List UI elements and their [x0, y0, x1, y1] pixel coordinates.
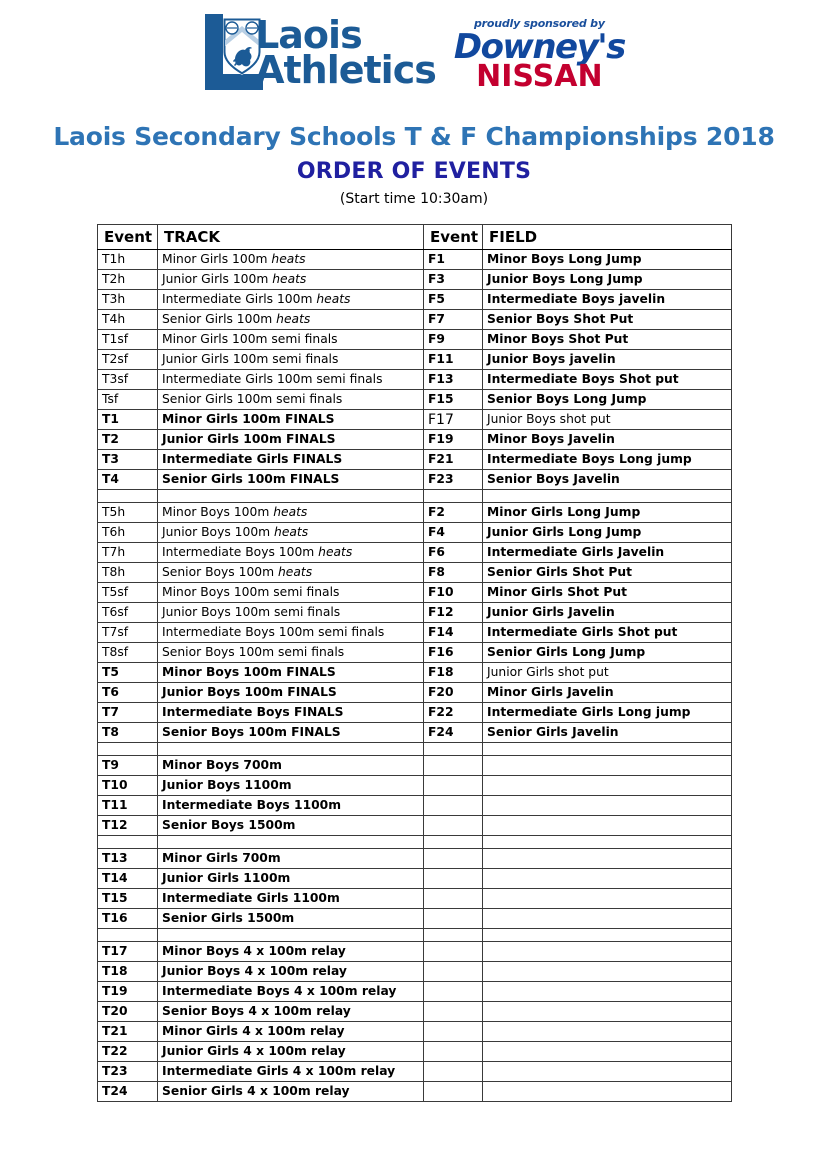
- field-event-name: Minor Boys Shot Put: [483, 330, 732, 350]
- track-event-name: Intermediate Boys 4 x 100m relay: [158, 982, 424, 1002]
- track-event-code: T5h: [98, 503, 158, 523]
- field-event-name: Senior Boys Shot Put: [483, 310, 732, 330]
- track-event-name: [158, 563, 424, 583]
- field-event-name: Senior Girls Shot Put: [483, 563, 732, 583]
- field-event-name: [483, 869, 732, 889]
- table-row: [98, 310, 732, 330]
- table-body: [98, 250, 732, 1102]
- field-event-name: Minor Boys Long Jump: [483, 250, 732, 270]
- track-event-code: T13: [98, 849, 158, 869]
- track-event-round-label: heats: [276, 312, 311, 327]
- table-row: [98, 330, 732, 350]
- track-event-code: T16: [98, 909, 158, 929]
- track-event-round-label: heats: [274, 525, 309, 540]
- track-event-code: T21: [98, 1022, 158, 1042]
- track-event-name: Junior Girls 100m semi finals: [158, 350, 424, 370]
- spacer-cell: [483, 929, 732, 942]
- field-event-code: F6: [424, 543, 483, 563]
- table-row: [98, 370, 732, 390]
- track-event-name-text: Minor Girls 100m: [162, 252, 272, 267]
- track-event-name: [158, 250, 424, 270]
- field-event-code: F5: [424, 290, 483, 310]
- field-event-name: [483, 776, 732, 796]
- spacer-cell: [98, 743, 158, 756]
- table-row: [98, 503, 732, 523]
- field-event-name: [483, 1062, 732, 1082]
- field-event-code: [424, 869, 483, 889]
- track-event-code: T14: [98, 869, 158, 889]
- field-event-code: F4: [424, 523, 483, 543]
- track-event-round-label: heats: [271, 252, 306, 267]
- track-event-code: T15: [98, 889, 158, 909]
- track-event-name: Minor Boys 100m FINALS: [158, 663, 424, 683]
- field-event-code: [424, 942, 483, 962]
- field-event-code: F11: [424, 350, 483, 370]
- track-event-name: Senior Girls 4 x 100m relay: [158, 1082, 424, 1102]
- field-event-name: Intermediate Boys Shot put: [483, 370, 732, 390]
- field-event-code: [424, 849, 483, 869]
- track-event-code: T23: [98, 1062, 158, 1082]
- field-event-name: Intermediate Boys javelin: [483, 290, 732, 310]
- track-event-name-text: Junior Boys 100m: [162, 525, 275, 540]
- spacer-cell: [483, 836, 732, 849]
- field-event-code: F13: [424, 370, 483, 390]
- field-event-name: Minor Girls Javelin: [483, 683, 732, 703]
- field-event-name: Senior Girls Long Jump: [483, 643, 732, 663]
- track-event-name: Senior Boys 4 x 100m relay: [158, 1002, 424, 1022]
- spacer-cell: [158, 490, 424, 503]
- spacer-cell: [98, 929, 158, 942]
- track-event-code: T20: [98, 1002, 158, 1022]
- table-row: [98, 410, 732, 430]
- spacer-cell: [158, 836, 424, 849]
- field-event-code: F19: [424, 430, 483, 450]
- track-event-name: Minor Girls 100m semi finals: [158, 330, 424, 350]
- table-row: [98, 563, 732, 583]
- track-event-code: T1sf: [98, 330, 158, 350]
- field-event-name: [483, 1002, 732, 1022]
- table-spacer-row: [98, 743, 732, 756]
- track-event-name: Minor Boys 100m semi finals: [158, 583, 424, 603]
- table-row: [98, 663, 732, 683]
- field-event-name: Senior Boys Javelin: [483, 470, 732, 490]
- table-row: [98, 523, 732, 543]
- track-event-name: Junior Girls 1100m: [158, 869, 424, 889]
- table-row: [98, 1042, 732, 1062]
- table-row: [98, 962, 732, 982]
- table-row: [98, 703, 732, 723]
- field-event-name: [483, 816, 732, 836]
- nissan-wordmark: NISSAN: [476, 59, 603, 95]
- spacer-cell: [424, 836, 483, 849]
- track-event-name-text: Senior Boys 100m: [162, 565, 278, 580]
- table-row: [98, 350, 732, 370]
- field-event-name: Junior Girls shot put: [483, 663, 732, 683]
- table-row: [98, 889, 732, 909]
- field-event-code: [424, 816, 483, 836]
- track-event-name: Senior Girls 1500m: [158, 909, 424, 929]
- table-row: [98, 450, 732, 470]
- track-event-name: Intermediate Boys FINALS: [158, 703, 424, 723]
- track-event-code: T1h: [98, 250, 158, 270]
- table-row: [98, 849, 732, 869]
- table-row: [98, 290, 732, 310]
- field-event-code: [424, 776, 483, 796]
- track-event-name: Intermediate Girls FINALS: [158, 450, 424, 470]
- column-header-track: TRACK: [158, 225, 424, 250]
- laois-athletics-wordmark: [255, 12, 436, 92]
- track-event-name-text: Intermediate Boys 100m: [162, 545, 319, 560]
- spacer-cell: [424, 490, 483, 503]
- track-event-name-text: Senior Girls 100m: [162, 312, 277, 327]
- track-event-code: T19: [98, 982, 158, 1002]
- track-event-name: Junior Boys 4 x 100m relay: [158, 962, 424, 982]
- table-spacer-row: [98, 836, 732, 849]
- track-event-code: T4h: [98, 310, 158, 330]
- track-event-round-label: heats: [272, 272, 307, 287]
- track-event-round-label: heats: [316, 292, 351, 307]
- field-event-name: Intermediate Girls Shot put: [483, 623, 732, 643]
- table-row: [98, 390, 732, 410]
- track-event-code: T10: [98, 776, 158, 796]
- field-event-code: F2: [424, 503, 483, 523]
- field-event-name: Minor Girls Long Jump: [483, 503, 732, 523]
- track-event-code: T12: [98, 816, 158, 836]
- laois-athletics-logo: [203, 12, 436, 92]
- field-event-code: F14: [424, 623, 483, 643]
- track-event-code: T5: [98, 663, 158, 683]
- field-event-code: F21: [424, 450, 483, 470]
- track-event-name: Minor Boys 4 x 100m relay: [158, 942, 424, 962]
- table-row: [98, 623, 732, 643]
- track-event-code: T5sf: [98, 583, 158, 603]
- track-event-name: Senior Boys 100m semi finals: [158, 643, 424, 663]
- table-spacer-row: [98, 490, 732, 503]
- field-event-code: F8: [424, 563, 483, 583]
- track-event-code: T3sf: [98, 370, 158, 390]
- table-row: [98, 796, 732, 816]
- field-event-code: F18: [424, 663, 483, 683]
- track-event-name: Junior Boys 1100m: [158, 776, 424, 796]
- field-event-name: Junior Girls Long Jump: [483, 523, 732, 543]
- track-event-name-text: Minor Boys 100m: [162, 505, 274, 520]
- field-event-code: F16: [424, 643, 483, 663]
- track-event-name: Junior Girls 100m FINALS: [158, 430, 424, 450]
- track-event-name: Intermediate Girls 4 x 100m relay: [158, 1062, 424, 1082]
- track-event-name: Senior Boys 1500m: [158, 816, 424, 836]
- track-event-code: T11: [98, 796, 158, 816]
- page-subtitle: ORDER OF EVENTS: [296, 159, 532, 184]
- field-event-code: F7: [424, 310, 483, 330]
- downeys-nissan-logo: [453, 17, 625, 95]
- table-row: [98, 250, 732, 270]
- table-row: [98, 1022, 732, 1042]
- track-event-code: T3h: [98, 290, 158, 310]
- column-header-field-event: Event: [424, 225, 483, 250]
- table-row: [98, 1062, 732, 1082]
- track-event-name: [158, 290, 424, 310]
- order-of-events-table-wrapper: [97, 224, 731, 1102]
- track-event-code: T2sf: [98, 350, 158, 370]
- track-event-code: T18: [98, 962, 158, 982]
- column-header-field: FIELD: [483, 225, 732, 250]
- track-event-name: [158, 523, 424, 543]
- track-event-code: T8h: [98, 563, 158, 583]
- track-event-name: Senior Girls 100m FINALS: [158, 470, 424, 490]
- field-event-name: Intermediate Boys Long jump: [483, 450, 732, 470]
- table-row: [98, 643, 732, 663]
- field-event-code: F1: [424, 250, 483, 270]
- field-event-code: F23: [424, 470, 483, 490]
- page-title: Laois Secondary Schools T & F Championships 2018: [53, 122, 775, 151]
- field-event-name: Senior Girls Javelin: [483, 723, 732, 743]
- track-event-code: T3: [98, 450, 158, 470]
- track-event-code: T7: [98, 703, 158, 723]
- field-event-name: [483, 849, 732, 869]
- track-event-code: T7h: [98, 543, 158, 563]
- track-event-name: [158, 270, 424, 290]
- field-event-name: [483, 982, 732, 1002]
- track-event-code: T2h: [98, 270, 158, 290]
- field-event-code: [424, 909, 483, 929]
- spacer-cell: [158, 929, 424, 942]
- table-row: [98, 909, 732, 929]
- track-event-code: Tsf: [98, 390, 158, 410]
- track-event-code: T22: [98, 1042, 158, 1062]
- table-row: [98, 683, 732, 703]
- spacer-cell: [483, 743, 732, 756]
- field-event-code: [424, 1042, 483, 1062]
- table-row: [98, 756, 732, 776]
- track-event-name: [158, 543, 424, 563]
- spacer-cell: [483, 490, 732, 503]
- field-event-code: [424, 889, 483, 909]
- table-spacer-row: [98, 929, 732, 942]
- table-row: [98, 869, 732, 889]
- track-event-name-text: Intermediate Girls 100m: [162, 292, 317, 307]
- field-event-name: [483, 796, 732, 816]
- track-event-name: Intermediate Boys 1100m: [158, 796, 424, 816]
- field-event-name: [483, 962, 732, 982]
- table-row: [98, 942, 732, 962]
- track-event-code: T1: [98, 410, 158, 430]
- track-event-name-text: Junior Girls 100m: [162, 272, 273, 287]
- field-event-code: F9: [424, 330, 483, 350]
- field-event-name: [483, 942, 732, 962]
- sponsor-tagline: proudly sponsored by: [473, 17, 605, 30]
- track-event-name: Junior Girls 4 x 100m relay: [158, 1042, 424, 1062]
- track-event-code: T7sf: [98, 623, 158, 643]
- field-event-name: Senior Boys Long Jump: [483, 390, 732, 410]
- order-of-events-table: [97, 224, 732, 1102]
- field-event-name: Junior Boys Long Jump: [483, 270, 732, 290]
- field-event-code: F17: [424, 410, 483, 430]
- track-event-name: [158, 310, 424, 330]
- field-event-code: [424, 1002, 483, 1022]
- spacer-cell: [424, 743, 483, 756]
- field-event-code: [424, 1082, 483, 1102]
- track-event-code: T9: [98, 756, 158, 776]
- spacer-cell: [158, 743, 424, 756]
- field-event-name: [483, 1022, 732, 1042]
- track-event-name: Minor Boys 700m: [158, 756, 424, 776]
- downeys-wordmark: Downey's: [453, 27, 625, 67]
- track-event-name: Minor Girls 100m FINALS: [158, 410, 424, 430]
- field-event-name: [483, 1082, 732, 1102]
- table-row: [98, 816, 732, 836]
- track-event-name: Minor Girls 700m: [158, 849, 424, 869]
- field-event-code: F3: [424, 270, 483, 290]
- table-row: [98, 270, 732, 290]
- field-event-name: Minor Boys Javelin: [483, 430, 732, 450]
- table-row: [98, 470, 732, 490]
- track-event-code: T6: [98, 683, 158, 703]
- field-event-name: [483, 756, 732, 776]
- track-event-code: T4: [98, 470, 158, 490]
- track-event-round-label: heats: [273, 505, 308, 520]
- field-event-code: [424, 962, 483, 982]
- column-header-track-event: Event: [98, 225, 158, 250]
- table-row: [98, 776, 732, 796]
- field-event-name: [483, 909, 732, 929]
- table-row: [98, 430, 732, 450]
- field-event-code: [424, 982, 483, 1002]
- track-event-code: T2: [98, 430, 158, 450]
- field-event-code: F24: [424, 723, 483, 743]
- track-event-name: Senior Girls 100m semi finals: [158, 390, 424, 410]
- track-event-name: Senior Boys 100m FINALS: [158, 723, 424, 743]
- field-event-code: F20: [424, 683, 483, 703]
- table-row: [98, 1082, 732, 1102]
- table-row: [98, 1002, 732, 1022]
- field-event-code: [424, 796, 483, 816]
- track-event-code: T6h: [98, 523, 158, 543]
- track-event-code: T17: [98, 942, 158, 962]
- track-event-code: T8sf: [98, 643, 158, 663]
- track-event-name: Intermediate Girls 100m semi finals: [158, 370, 424, 390]
- spacer-cell: [98, 490, 158, 503]
- field-event-code: F12: [424, 603, 483, 623]
- start-time-note: (Start time 10:30am): [339, 191, 489, 207]
- track-event-code: T8: [98, 723, 158, 743]
- table-row: [98, 982, 732, 1002]
- table-row: [98, 603, 732, 623]
- track-event-name: Minor Girls 4 x 100m relay: [158, 1022, 424, 1042]
- spacer-cell: [424, 929, 483, 942]
- logo-line-athletics: Athletics: [255, 48, 436, 92]
- table-header-row: [98, 225, 732, 250]
- field-event-name: Junior Boys shot put: [483, 410, 732, 430]
- table-row: [98, 723, 732, 743]
- field-event-name: Minor Girls Shot Put: [483, 583, 732, 603]
- track-event-name: Intermediate Girls 1100m: [158, 889, 424, 909]
- field-event-code: [424, 756, 483, 776]
- track-event-round-label: heats: [318, 545, 353, 560]
- field-event-code: F15: [424, 390, 483, 410]
- field-event-name: Junior Girls Javelin: [483, 603, 732, 623]
- field-event-code: F22: [424, 703, 483, 723]
- table-row: [98, 583, 732, 603]
- track-event-code: T6sf: [98, 603, 158, 623]
- field-event-name: [483, 1042, 732, 1062]
- track-event-name: Intermediate Boys 100m semi finals: [158, 623, 424, 643]
- table-row: [98, 543, 732, 563]
- logo-band: [0, 0, 828, 98]
- track-event-name: Junior Boys 100m FINALS: [158, 683, 424, 703]
- field-event-code: [424, 1062, 483, 1082]
- field-event-name: [483, 889, 732, 909]
- field-event-name: Intermediate Girls Long jump: [483, 703, 732, 723]
- field-event-code: F10: [424, 583, 483, 603]
- track-event-name: Junior Boys 100m semi finals: [158, 603, 424, 623]
- field-event-code: [424, 1022, 483, 1042]
- spacer-cell: [98, 836, 158, 849]
- track-event-name: [158, 503, 424, 523]
- track-event-round-label: heats: [277, 565, 313, 580]
- field-event-name: Intermediate Girls Javelin: [483, 543, 732, 563]
- field-event-name: Junior Boys javelin: [483, 350, 732, 370]
- logo-line-laois: Laois: [255, 12, 362, 57]
- table-header: [98, 225, 732, 250]
- track-event-code: T24: [98, 1082, 158, 1102]
